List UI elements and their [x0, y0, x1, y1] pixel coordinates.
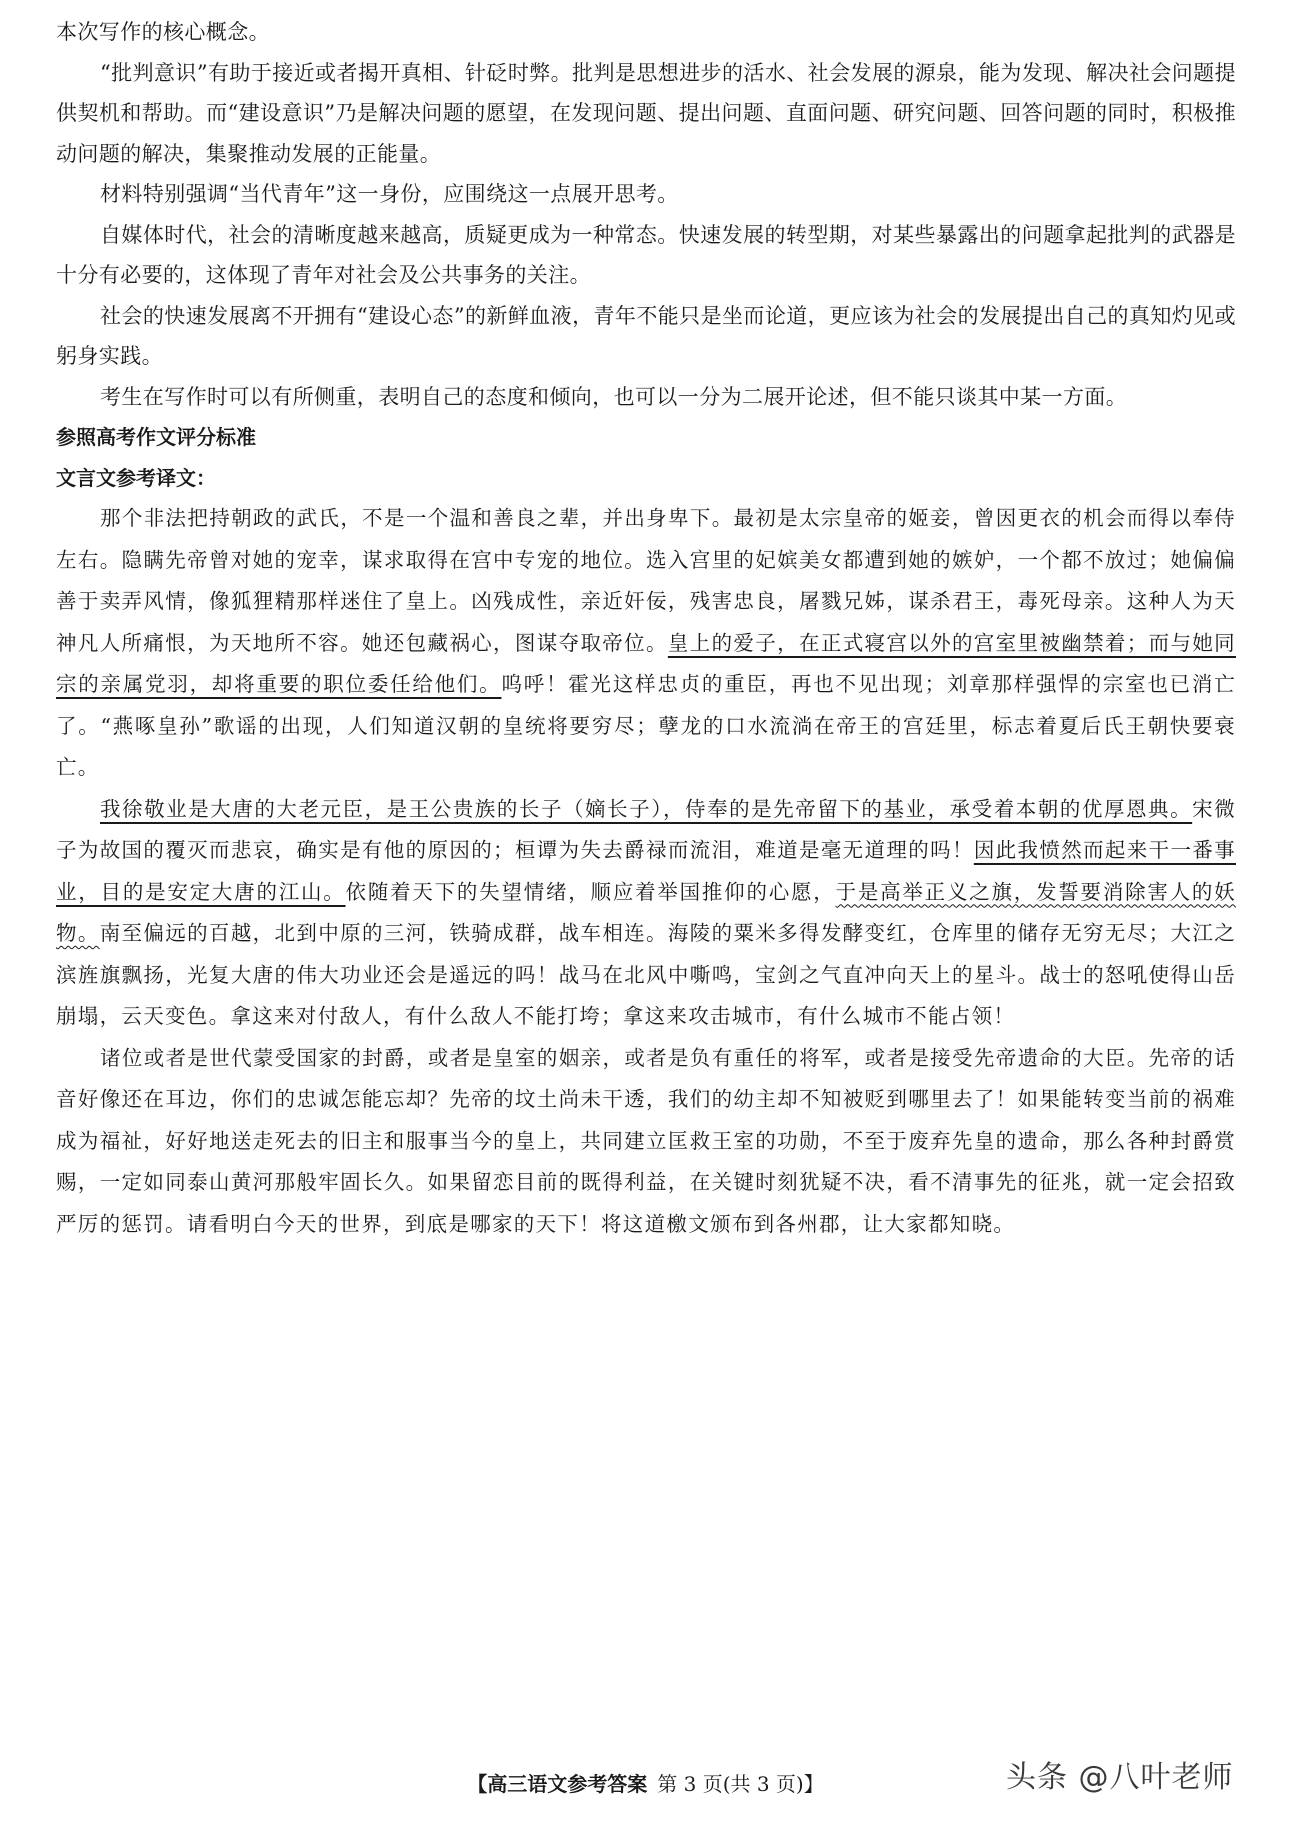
translation-text: 南至偏远的百越，北到中原的三河，铁骑成群，战车相连。海陵的粟米多得发酵变红，仓库里的储存无穷无尽；大江之滨旌旗飘扬，光复大唐的伟大功业还会是遥远的吗！战马在北风中嘶鸣，宝剑之气直冲向天上的星斗。战士的怒吼使得山岳崩塌，云天变色。拿这来对付敌人，有什么敌人不能打垮；拿这来攻击城市，有什么城市不能占领！ — [56, 921, 1236, 1028]
intro-tail: 本次写作的核心概念。 — [56, 20, 270, 44]
footer-title: 【高三语文参考答案 — [467, 1772, 648, 1796]
translation-paragraph-3: 诸位或者是世代蒙受国家的封爵，或者是皇室的姻亲，或者是负有重任的将军，或者是接受先帝遗命的大臣。先帝的话音好像还在耳边，你们的忠诚怎能忘却？先帝的坟土尚未干透，我们的幼主却不知被贬到哪里去了！如果能转变当前的祸难成为福祉，好好地送走死去的旧主和服事当今的皇上，共同建立匡救王室的功勋，不至于废弃先皇的遗命，那么各种封爵赏赐，一定如同泰山黄河那般牢固长久。如果留恋目前的既得利益，在关键时刻犹疑不决，看不清事先的征兆，就一定会招致严厉的惩罚。请看明白今天的世界，到底是哪家的天下！将这道檄文颁布到各州郡，让大家都知晓。 — [56, 1045, 1236, 1236]
translation-paragraph-1 — [56, 498, 1236, 789]
heading-translation: 文言文参考译文： — [56, 465, 216, 490]
translation-paragraph-2 — [56, 789, 1236, 1038]
translation-text: 呜呼！霍光这样忠贞的重臣，再也不见出现；刘章那样强悍的宗室也已消亡了。“燕啄皇孙”歌谣的出现，人们知道汉朝的皇统将要穷尽；孽龙的口水流淌在帝王的宫廷里，标志着夏后氏王朝快要衰亡。 — [56, 672, 1237, 779]
underlined-sentence: 我徐敬业是大唐的大老元臣，是王公贵族的长子（嫡长子），侍奉的是先帝留下的基业，承受着本朝的优厚恩典。 — [100, 796, 1193, 821]
wavy-underlined-sentence: 于是高举正义之旗，发誓要消除害人的妖物。 — [56, 879, 1236, 945]
watermark: 头条 @八叶老师 — [1006, 1760, 1234, 1795]
footer-page-number: 第 3 页(共 3 页)】 — [657, 1772, 824, 1796]
paragraph-critical-awareness: “批判意识”有助于接近或者揭开真相、针砭时弊。批判是思想进步的活水、社会发展的源泉，能为发现、解决社会问题提供契机和帮助。而“建设意识”乃是解决问题的愿望，在发现问题、提出问题、直面问题、研究问题、回答问题的同时，积极推动问题的解决，集聚推动发展的正能量。 — [56, 60, 1236, 166]
underlined-sentence: 皇上的爱子，在正式寝宫以外的宫室里被幽禁着；而与她同宗的亲属党羽，却将重要的职位委任给他们。 — [56, 630, 1236, 696]
translation-text: 依随着天下的失望情绪，顺应着举国推仰的心愿， — [345, 879, 836, 904]
paragraph-writing-guidance: 考生在写作时可以有所侧重，表明自己的态度和倾向，也可以一分为二展开论述，但不能只谈其中某一方面。 — [100, 384, 1128, 409]
answer-page — [56, 12, 1236, 1245]
heading-scoring-standard: 参照高考作文评分标准 — [56, 425, 256, 449]
underlined-sentence: 因此我愤然而起来干一番事业，目的是安定大唐的江山。 — [56, 838, 1236, 904]
paragraph-youth-identity: 材料特别强调“当代青年”这一身份，应围绕这一点展开思考。 — [100, 182, 679, 206]
translation-text: 那个非法把持朝政的武氏，不是一个温和善良之辈，并出身卑下。最初是太宗皇帝的姬妾，曾因更衣的机会而得以奉侍左右。隐瞒先帝曾对她的宠幸，谋求取得在宫中专宠的地位。选入宫里的妃嫔美女都遭到她的嫉妒，一个都不放过；她偏偏善于卖弄风情，像狐狸精那样迷住了皇上。凶残成性，亲近奸佞，残害忠良，屠戮兄姊，谋杀君王，毒死母亲。这种人为天神凡人所痛恨，为天地所不容。她还包藏祸心，图谋夺取帝位。 — [56, 506, 1236, 655]
paragraph-self-media: 自媒体时代，社会的清晰度越来越高，质疑更成为一种常态。快速发展的转型期，对某些暴露出的问题拿起批判的武器是十分有必要的，这体现了青年对社会及公共事务的关注。 — [56, 222, 1236, 287]
translation-text: 宋微子为故国的覆灭而悲哀，确实是有他的原因的；桓谭为失去爵禄而流泪，难道是毫无道理的吗！ — [56, 796, 1236, 862]
paragraph-construction: 社会的快速发展离不开拥有“建设心态”的新鲜血液，青年不能只是坐而论道，更应该为社会的发展提出自己的真知灼见或躬身实践。 — [56, 303, 1236, 368]
